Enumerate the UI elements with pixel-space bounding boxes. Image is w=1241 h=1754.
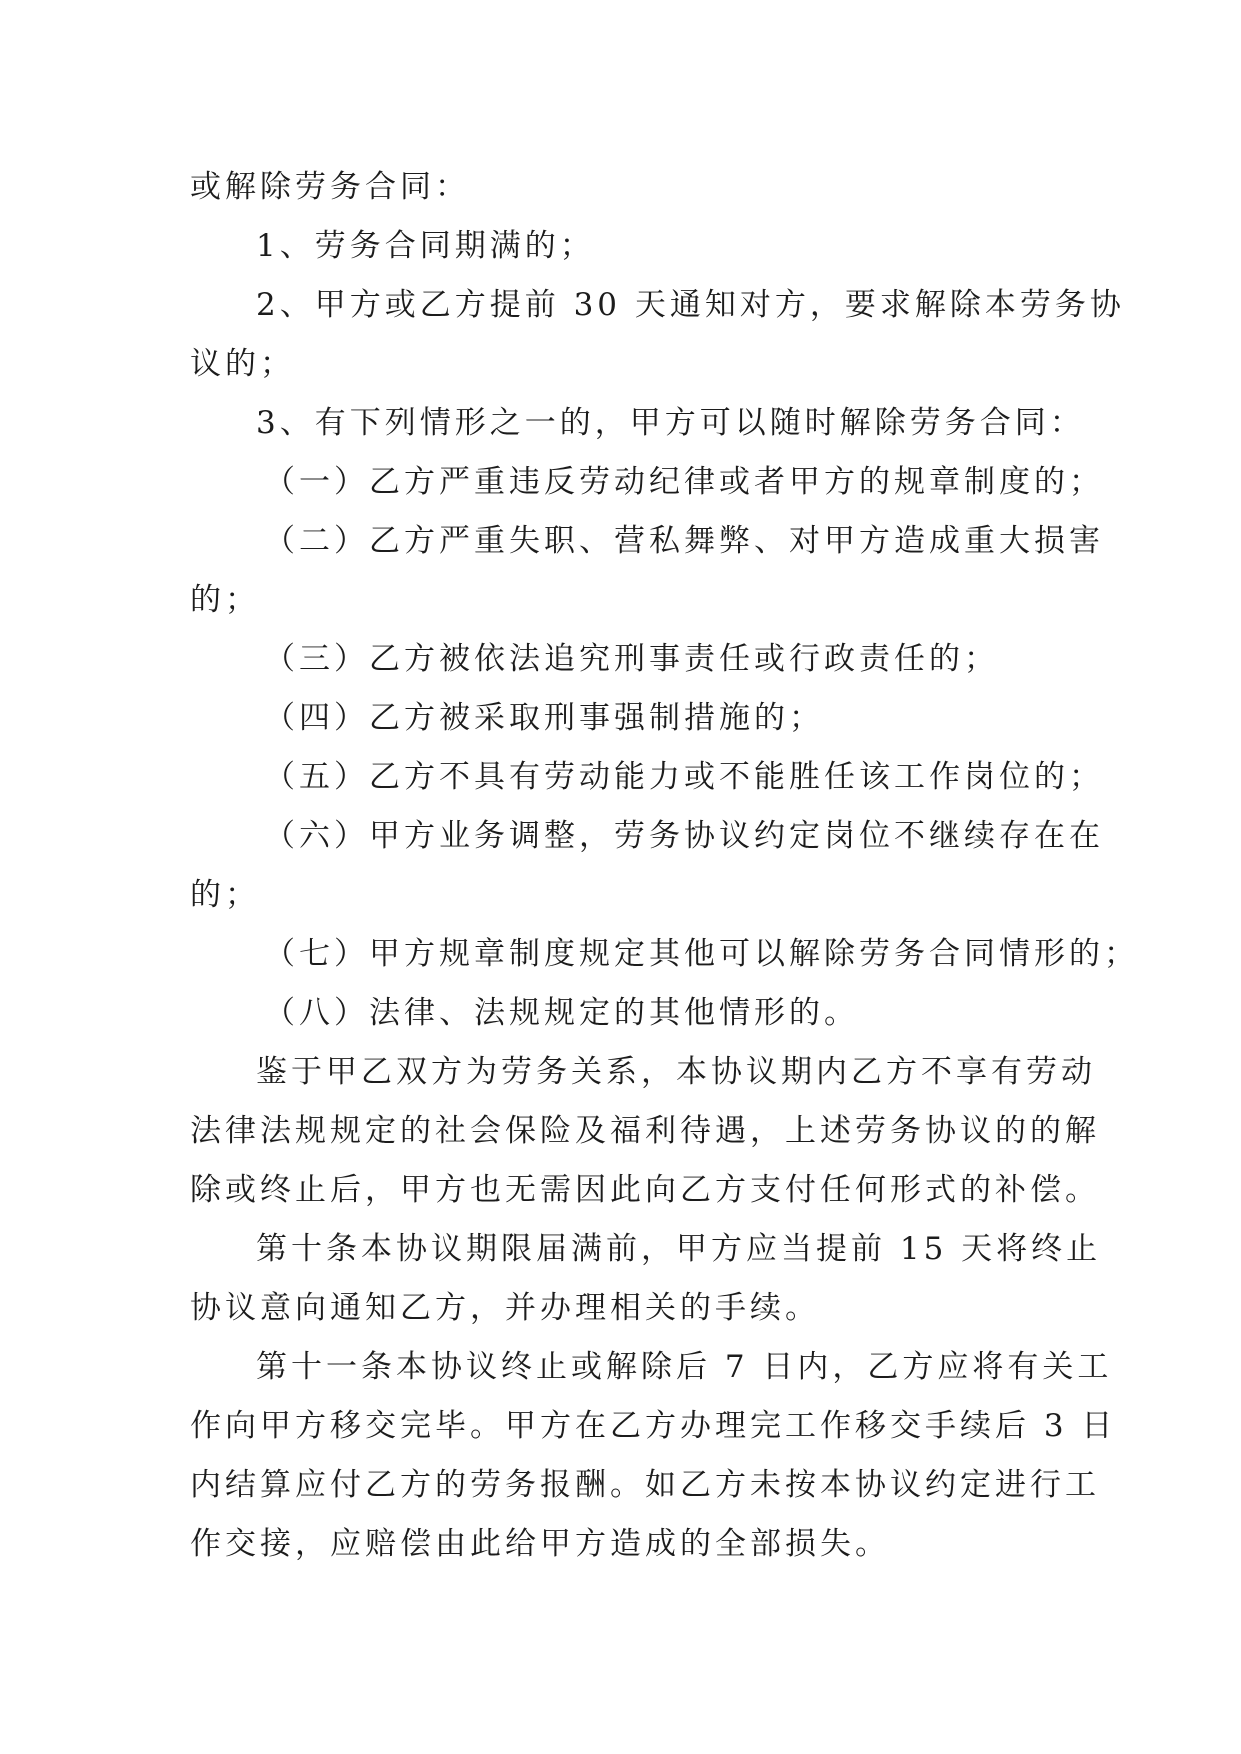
document-body xyxy=(190,158,1139,1574)
text-line: 内结算应付乙方的劳务报酬。如乙方未按本协议约定进行工 xyxy=(190,1467,1100,1503)
text-line: 作向甲方移交完毕。甲方在乙方办理完工作移交手续后 3 日 xyxy=(190,1408,1117,1444)
text-line: 的； xyxy=(190,582,260,618)
text-line: 议的； xyxy=(190,346,295,382)
text-line: 的； xyxy=(190,877,260,913)
text-line: 协议意向通知乙方，并办理相关的手续。 xyxy=(190,1290,820,1326)
text-line: 作交接，应赔偿由此给甲方造成的全部损失。 xyxy=(190,1526,890,1562)
text-line: 3、有下列情形之一的，甲方可以随时解除劳务合同： xyxy=(256,405,1085,441)
text-line: （五）乙方不具有劳动能力或不能胜任该工作岗位的； xyxy=(264,759,1104,795)
text-line: （二）乙方严重失职、营私舞弊、对甲方造成重大损害 xyxy=(264,523,1104,559)
text-line: （一）乙方严重违反劳动纪律或者甲方的规章制度的； xyxy=(264,464,1104,500)
text-line: 第十条本协议期限届满前，甲方应当提前 15 天将终止 xyxy=(256,1231,1102,1267)
text-line: 2、甲方或乙方提前 30 天通知对方，要求解除本劳务协 xyxy=(256,287,1125,323)
text-line: （七）甲方规章制度规定其他可以解除劳务合同情形的； xyxy=(264,936,1139,972)
text-line: （三）乙方被依法追究刑事责任或行政责任的； xyxy=(264,641,999,677)
text-line: （八）法律、法规规定的其他情形的。 xyxy=(264,995,859,1031)
text-line: 第十一条本协议终止或解除后 7 日内，乙方应将有关工 xyxy=(256,1349,1113,1385)
text-line: （六）甲方业务调整，劳务协议约定岗位不继续存在在 xyxy=(264,818,1104,854)
text-line: 除或终止后，甲方也无需因此向乙方支付任何形式的补偿。 xyxy=(190,1172,1100,1208)
text-line: 鉴于甲乙双方为劳务关系，本协议期内乙方不享有劳动 xyxy=(256,1054,1096,1090)
text-line: 1、劳务合同期满的； xyxy=(256,228,595,264)
text-line: 法律法规规定的社会保险及福利待遇，上述劳务协议的的解 xyxy=(190,1113,1100,1149)
text-line: （四）乙方被采取刑事强制措施的； xyxy=(264,700,824,736)
text-line: 或解除劳务合同： xyxy=(190,169,470,205)
